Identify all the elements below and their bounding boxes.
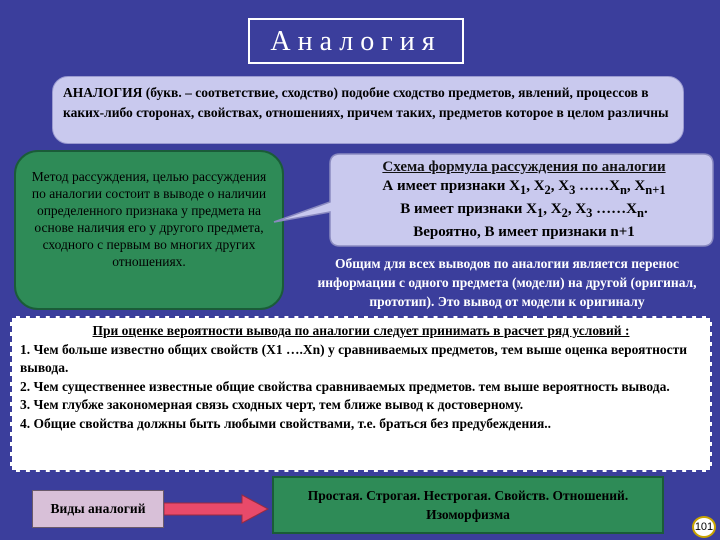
condition-3: 3. Чем глубже закономерная связь сходных черт, тем ближе вывод к достоверному. xyxy=(20,397,524,412)
scheme-line-c: Вероятно, В имеет признаки n+1 xyxy=(413,224,635,240)
kinds-label-box: Виды аналогий xyxy=(32,490,164,528)
definition-text: (букв. – соответствие, сходство) подобие сходство предметов, явлений, процессов в каких-либо сторонах, свойствах, отношениях, причем таких, предметов которое в целом различны xyxy=(63,85,669,120)
scheme-text xyxy=(336,158,712,242)
scheme-line-b: В имеет признаки $X_1$, $X_2$, $X_3$ $\dots\dots X_n$. xyxy=(400,201,648,220)
method-box: Метод рассуждения, целью рассуждения по аналогии состоит в выводе о наличии определенного признака у предмета на основе наличия его у другого предмета, сходного с первым во многих других отношениях. xyxy=(14,150,284,310)
arrow-right-icon xyxy=(164,494,270,524)
condition-2: 2. Чем существеннее известные общие свойства сравниваемых предметов. тем выше вероятность вывода. xyxy=(20,378,670,394)
definition-term: АНАЛОГИЯ xyxy=(63,85,143,100)
kinds-list-box: Простая. Строгая. Нестрогая. Свойств. Отношений. Изоморфизма xyxy=(272,476,664,534)
conditions-box xyxy=(10,316,712,472)
slide-title: Аналогия xyxy=(248,18,464,64)
scheme-heading: Схема формула рассуждения по аналогии xyxy=(382,159,666,175)
condition-1: 1. Чем больше известно общих свойств (X1 ….Xn) у сравниваемых предметов, тем выше оценка вероятности вывода. xyxy=(20,341,688,375)
scheme-line-a: А имеет признаки $X_1$, $X_2$, $X_3$ $\dots\dots X_n$, $X_{n+1}$ xyxy=(382,178,666,197)
general-statement: Общим для всех выводов по аналогии является перенос информации с одного предмета (модели) на другой (оригинал, прототип). Это вывод от модели к оригиналу xyxy=(317,256,697,309)
condition-4: 4. Общие свойства должны быть любыми свойствами, т.е. браться без предубеждения.. xyxy=(20,415,552,431)
page-number-badge: 101 xyxy=(692,516,716,538)
conditions-intro: При оценке вероятности вывода по аналогии следует принимать в расчет ряд условий : xyxy=(92,323,630,338)
definition-box xyxy=(52,76,684,144)
